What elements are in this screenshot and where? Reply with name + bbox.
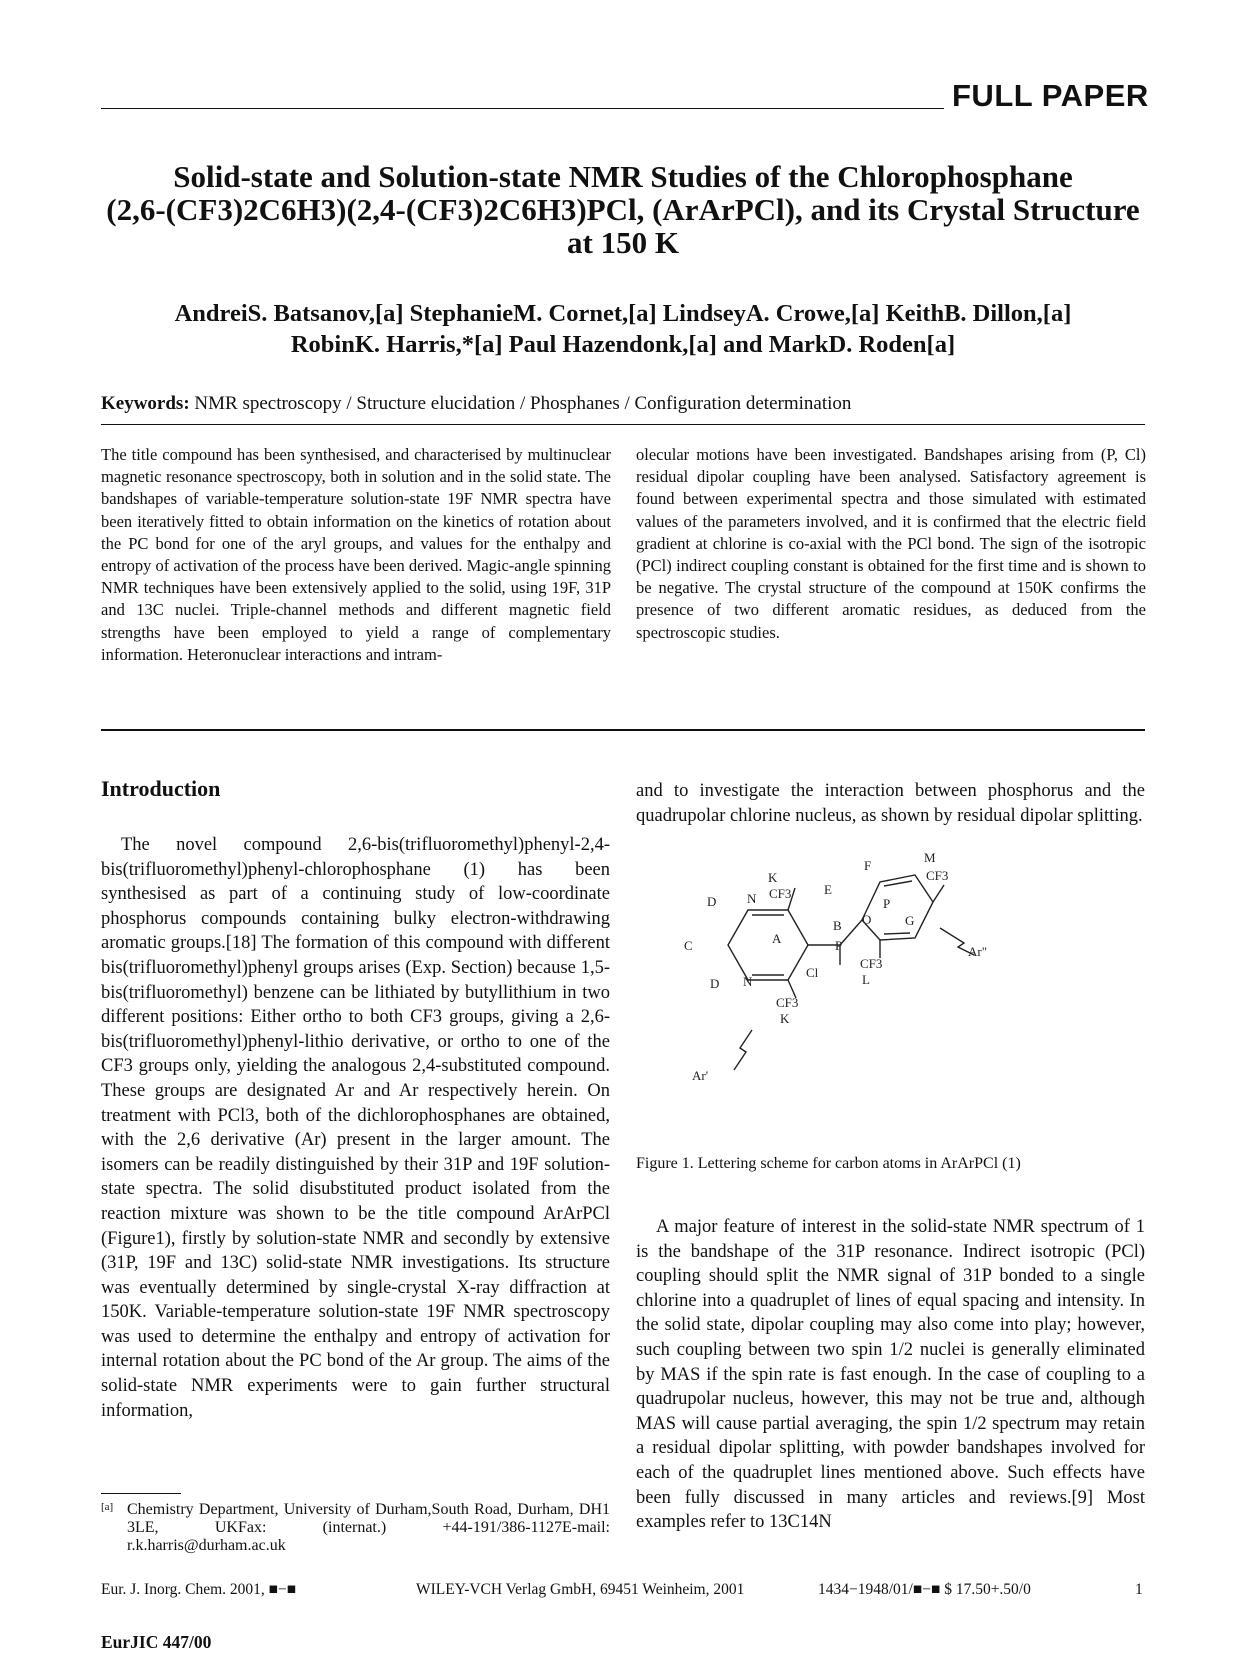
affiliation-footnote [101, 1501, 610, 1555]
fig-label-p-ring: P [883, 896, 891, 911]
keywords-text: NMR spectroscopy / Structure elucidation / Phosphanes / Configuration determination [194, 393, 852, 414]
keywords-rule [101, 424, 1145, 425]
section-label: FULL PAPER [952, 78, 1149, 113]
title-line-1: Solid-state and Solution-state NMR Studies of the Chlorophosphane [173, 159, 1073, 194]
fig-label-cf3-ortho: CF3 [860, 956, 883, 971]
fig-label-cf3-bot: CF3 [776, 995, 799, 1010]
authors-line-1: AndreiS. Batsanov,[a] StephanieM. Cornet,[a] LindseyA. Crowe,[a] KeithB. Dillon,[a] [174, 300, 1072, 327]
page-number: 1 [1135, 1581, 1143, 1598]
fig-label-k-bot: K [780, 1011, 790, 1026]
authors-line-2: RobinK. Harris,*[a] Paul Hazendonk,[a] and MarkD. Roden[a] [290, 331, 956, 358]
abstract-right-column: olecular motions have been investigated. Bandshapes arising from (P, Cl) residual dipolar coupling have been analysed. Satisfactory agreement is found between experimental spectra and those simulated with estimated values of the parameters involved, and it is confirmed that the electric field gradient at chlorine is co-axial with the PCl bond. The sign of the isotropic (PCl) indirect coupling constant is obtained for the first time and is shown to be negative. The crystal structure of the compound at 150K confirms the presence of two different aromatic residues, as deduced from the spectroscopic studies. [636, 445, 1146, 642]
title-line-3: at 150 K [567, 225, 679, 260]
fig-label-cl: Cl [806, 965, 819, 980]
fig-label-l: L [862, 972, 870, 987]
fig-label-n-bot: N [743, 974, 753, 989]
fig-label-f: F [864, 858, 872, 873]
introduction-right-bottom-text: A major feature of interest in the solid-state NMR spectrum of 1 is the bandshape of the 31P resonance. Indirect isotropic (PCl) coupling should split the NMR signal of 31P bonded to a single chlorine into a quadruplet of lines of equal spacing and intensity. In the solid state, dipolar coupling may also come into play; however, such coupling between two spin 1/2 nuclei is generally eliminated by MAS if the spin rate is fast enough. In the case of coupling to a quadrupolar nucleus, however, this may not be true and, although MAS will cause partial averaging, the spin 1/2 spectrum may retain a residual dipolar splitting, with powder bandshapes involved for each of the quadruplet lines mentioned above. Such effects have been fully discussed in many articles and reviews.[9] Most examples refer to 13C14N [636, 1217, 1145, 1533]
abstract-left-column: The title compound has been synthesised, and characterised by multinuclear magnetic resonance spectroscopy, both in solution and in the solid state. The bandshapes of variable-temperature solution-state 19F NMR spectra have been iteratively fitted to obtain information on the kinetics of rotation about the PC bond for one of the aryl groups, and values for the enthalpy and entropy of activation of the process have been derived. Magic-angle spinning NMR techniques have been extensively applied to the solid, using 19F, 31P and 13C nuclei. Triple-channel methods and different magnetic field strengths have been employed to yield a range of complementary information. Heteronuclear interactions and intram- [101, 445, 611, 664]
fig-label-e: E [824, 882, 832, 897]
fig-label-b: B [833, 918, 842, 933]
abstract-rule [101, 729, 1145, 731]
figure-1-structure [684, 850, 1120, 1140]
fig-label-d-bot: D [710, 976, 720, 991]
fig-label-ar-double-prime: Ar" [968, 944, 988, 959]
footer-issn: 1434−1948/01/■−■ $ 17.50+.50/0 [818, 1581, 1031, 1598]
fig-label-g: G [905, 913, 915, 928]
fig-label-ar-prime: Ar' [692, 1068, 709, 1083]
keywords [101, 393, 851, 415]
fig-label-c: C [684, 938, 693, 953]
header-rule [101, 108, 944, 109]
introduction-right-top-text: and to investigate the interaction between phosphorus and the quadrupolar chlorine nucleus, as shown by residual dipolar splitting. [636, 781, 1145, 826]
figure-1-caption: Figure 1. Lettering scheme for carbon atoms in ArArPCl (1) [636, 1155, 1021, 1172]
footnote-mark: [a] [101, 1501, 114, 1513]
title-line-2: (2,6-(CF3)2C6H3)(2,4-(CF3)2C6H3)PCl, (ArArPCl), and its Crystal Structure [106, 192, 1140, 227]
author-list [101, 298, 1145, 360]
paper-title [101, 160, 1145, 259]
introduction-left-text: The novel compound 2,6-bis(trifluoromethyl)phenyl-2,4-bis(trifluoromethyl)phenyl-chlorophosphane (1) has been synthesised as part of a continuing study of low-coordinate phosphorus compounds containing bulky electron-withdrawing aromatic groups.[18] The formation of this compound with different bis(trifluoromethyl)phenyl groups arises (Exp. Section) because 1,5-bis(trifluoromethyl) benzene can be lithiated by butyllithium in two different positions: Either ortho to both CF3 groups, giving a 2,6-bis(trifluoromethyl)phenyl-lithio derivative, or ortho to one of the CF3 groups only, yielding the analogous 2,4-substituted compound. These groups are designated Ar and Ar respectively herein. On treatment with PCl3, both of the dichlorophosphanes are obtained, with the 2,6 derivative (Ar) present in the larger amount. The isomers can be readily distinguished by their 31P and 19F solution-state spectra. The solid disubstituted product isolated from the reaction mixture was shown to be the title compound ArArPCl (Figure1), firstly by solution-state NMR and secondly by extensive (31P, 19F and 13C) solid-state NMR investigations. Its structure was eventually determined by single-crystal X-ray diffraction at 150K. Variable-temperature solution-state 19F NMR spectroscopy was used to determine the enthalpy and entropy of activation for internal rotation about the PC bond of the Ar group. The aims of the solid-state NMR experiments were to gain further structural information, [101, 835, 610, 1421]
fig-label-m: M [924, 850, 936, 865]
introduction-heading: Introduction [101, 776, 221, 801]
fig-label-k-top: K [768, 870, 778, 885]
fig-label-o: O [862, 912, 872, 927]
fig-label-cf3-para: CF3 [926, 868, 949, 883]
fig-label-a: A [772, 931, 782, 946]
fig-label-p-atom: P [835, 938, 843, 953]
fig-label-n-top: N [747, 891, 757, 906]
footnote-text: Chemistry Department, University of Durham,South Road, Durham, DH1 3LE, UKFax: (internat.) +44-191/386-1127E-mail: r.k.harris@durham.ac.uk [127, 1501, 610, 1554]
manuscript-id: EurJIC 447/00 [101, 1632, 212, 1652]
fig-label-cf3-top: CF3 [769, 886, 792, 901]
keywords-label: Keywords: [101, 393, 190, 414]
footer-journal: Eur. J. Inorg. Chem. 2001, ■−■ [101, 1581, 297, 1598]
fig-label-d-top: D [707, 894, 717, 909]
footer-publisher: WILEY-VCH Verlag GmbH, 69451 Weinheim, 2001 [416, 1581, 745, 1598]
footnote-rule [101, 1493, 181, 1494]
